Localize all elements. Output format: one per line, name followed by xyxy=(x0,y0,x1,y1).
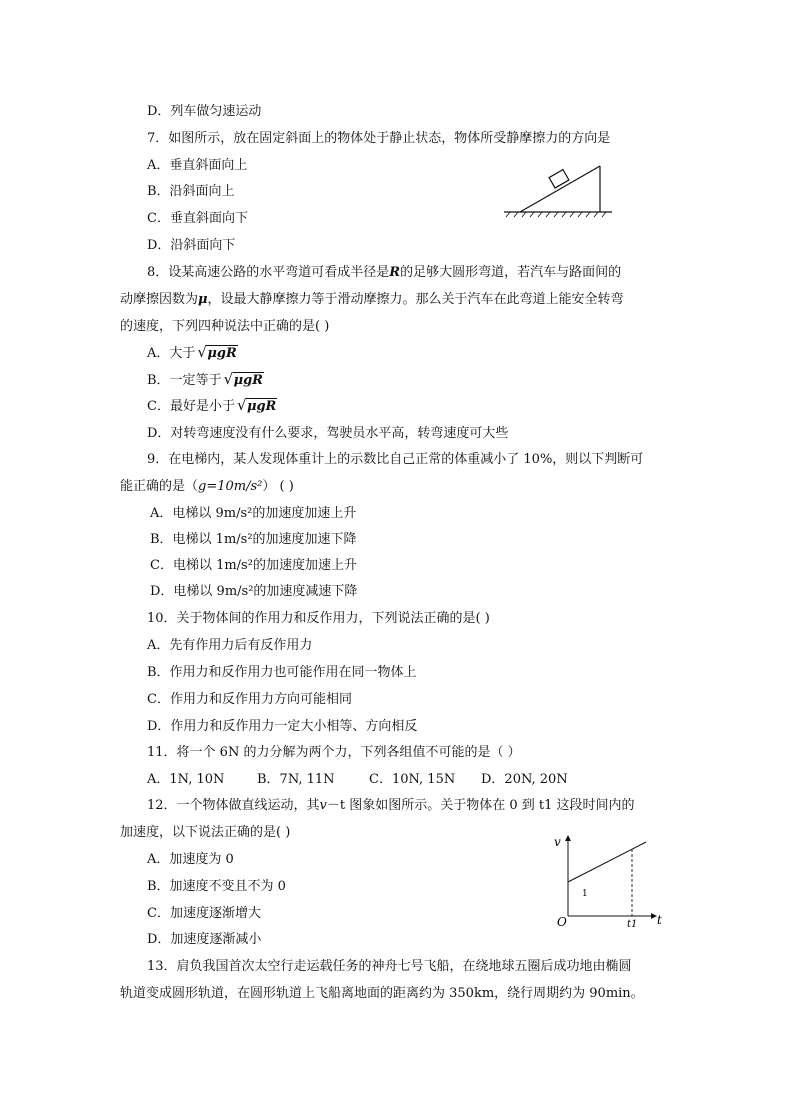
q11-option-a: A．1N, 10N xyxy=(147,772,225,787)
q11-option-c: C．10N, 15N xyxy=(369,772,456,787)
q9-option-b: B．电梯以 1m/s²的加速度加速下降 xyxy=(150,532,357,547)
q11-options xyxy=(147,771,568,789)
q7-option-a: A．垂直斜面向上 xyxy=(147,158,248,173)
q10-option-a: A．先有作用力后有反作用力 xyxy=(147,638,313,653)
q12-option-a: A．加速度为 0 xyxy=(147,852,234,867)
q8-option-d: D．对转弯速度没有什么要求，驾驶员水平高，转弯速度可大些 xyxy=(147,426,509,441)
q11-stem: 11．将一个 6N 的力分解为两个力，下列各组值不可能的是（ ） xyxy=(147,745,521,760)
q9-option-d: D．电梯以 9m/s²的加速度减速下降 xyxy=(150,584,358,599)
q12-option-d: D．加速度逐渐减小 xyxy=(147,932,262,947)
v-axis-label: v xyxy=(554,835,561,849)
q8-stem-line2: 动摩擦因数为μ，设最大静摩擦力等于滑动摩擦力。那么关于汽车在此弯道上能安全转弯 xyxy=(120,292,624,307)
q8-option-b: B．一定等于 √ μgR xyxy=(147,370,263,388)
q9-option-c: C．电梯以 1m/s²的加速度加速上升 xyxy=(150,558,357,573)
q8-stem-line1: 8．设某高速公路的水平弯道可看成半径是R的足够大圆形弯道，若汽车与路面间的 xyxy=(147,265,622,280)
q6-option-d: D．列车做匀速运动 xyxy=(147,104,262,119)
vt-graph xyxy=(548,830,673,930)
q9-stem-line2: 能正确的是（g=10m/s²） ( ) xyxy=(120,479,294,494)
q10-option-b: B．作用力和反作用力也可能作用在同一物体上 xyxy=(147,665,417,680)
q10-option-c: C．作用力和反作用力方向可能相同 xyxy=(147,692,352,707)
q9-option-a: A．电梯以 9m/s²的加速度加速上升 xyxy=(150,506,357,521)
q8-option-c: C．最好是小于 √ μgR xyxy=(147,396,277,414)
origin-label: O xyxy=(557,915,567,929)
t1-label: t1 xyxy=(627,919,638,930)
t-axis-label: t xyxy=(657,913,662,927)
region-label: 1 xyxy=(582,889,588,899)
q12-stem-line2: 加速度，以下说法正确的是( ) xyxy=(120,825,291,840)
q10-option-d: D．作用力和反作用力一定大小相等、方向相反 xyxy=(147,719,418,734)
q11-option-d: D．20N, 20N xyxy=(481,772,568,787)
q12-option-b: B．加速度不变且不为 0 xyxy=(147,879,286,894)
q11-option-b: B．7N, 11N xyxy=(257,772,335,787)
q12-option-c: C．加速度逐渐增大 xyxy=(147,906,261,921)
q13-stem-line2: 轨道变成圆形轨道，在圆形轨道上飞船离地面的距离约为 350km，绕行周期约为 90min。 xyxy=(120,986,644,1001)
q12-stem-line1: 12．一个物体做直线运动，其v－t 图象如图所示。关于物体在 0 到 t1 这段时间内的 xyxy=(147,798,635,813)
q7-option-d: D．沿斜面向下 xyxy=(147,238,236,253)
q7-option-b: B．沿斜面向上 xyxy=(147,184,235,199)
q7-option-c: C．垂直斜面向下 xyxy=(147,211,248,226)
q13-stem-line1: 13．肩负我国首次太空行走运载任务的神舟七号飞船，在绕地球五圈后成功地由椭圆 xyxy=(147,959,632,974)
q8-stem-line3: 的速度，下列四种说法中正确的是( ) xyxy=(120,319,330,334)
q10-stem: 10．关于物体间的作用力和反作用力，下列说法正确的是( ) xyxy=(147,611,490,626)
q8-option-a: A．大于 √ μgR xyxy=(147,343,237,361)
q9-stem-line1: 9．在电梯内，某人发现体重计上的示数比自己正常的体重减小了 10%，则以下判断可 xyxy=(147,452,644,467)
incline-figure xyxy=(500,160,620,218)
q7-stem: 7．如图所示，放在固定斜面上的物体处于静止状态，物体所受静摩擦力的方向是 xyxy=(147,131,611,146)
